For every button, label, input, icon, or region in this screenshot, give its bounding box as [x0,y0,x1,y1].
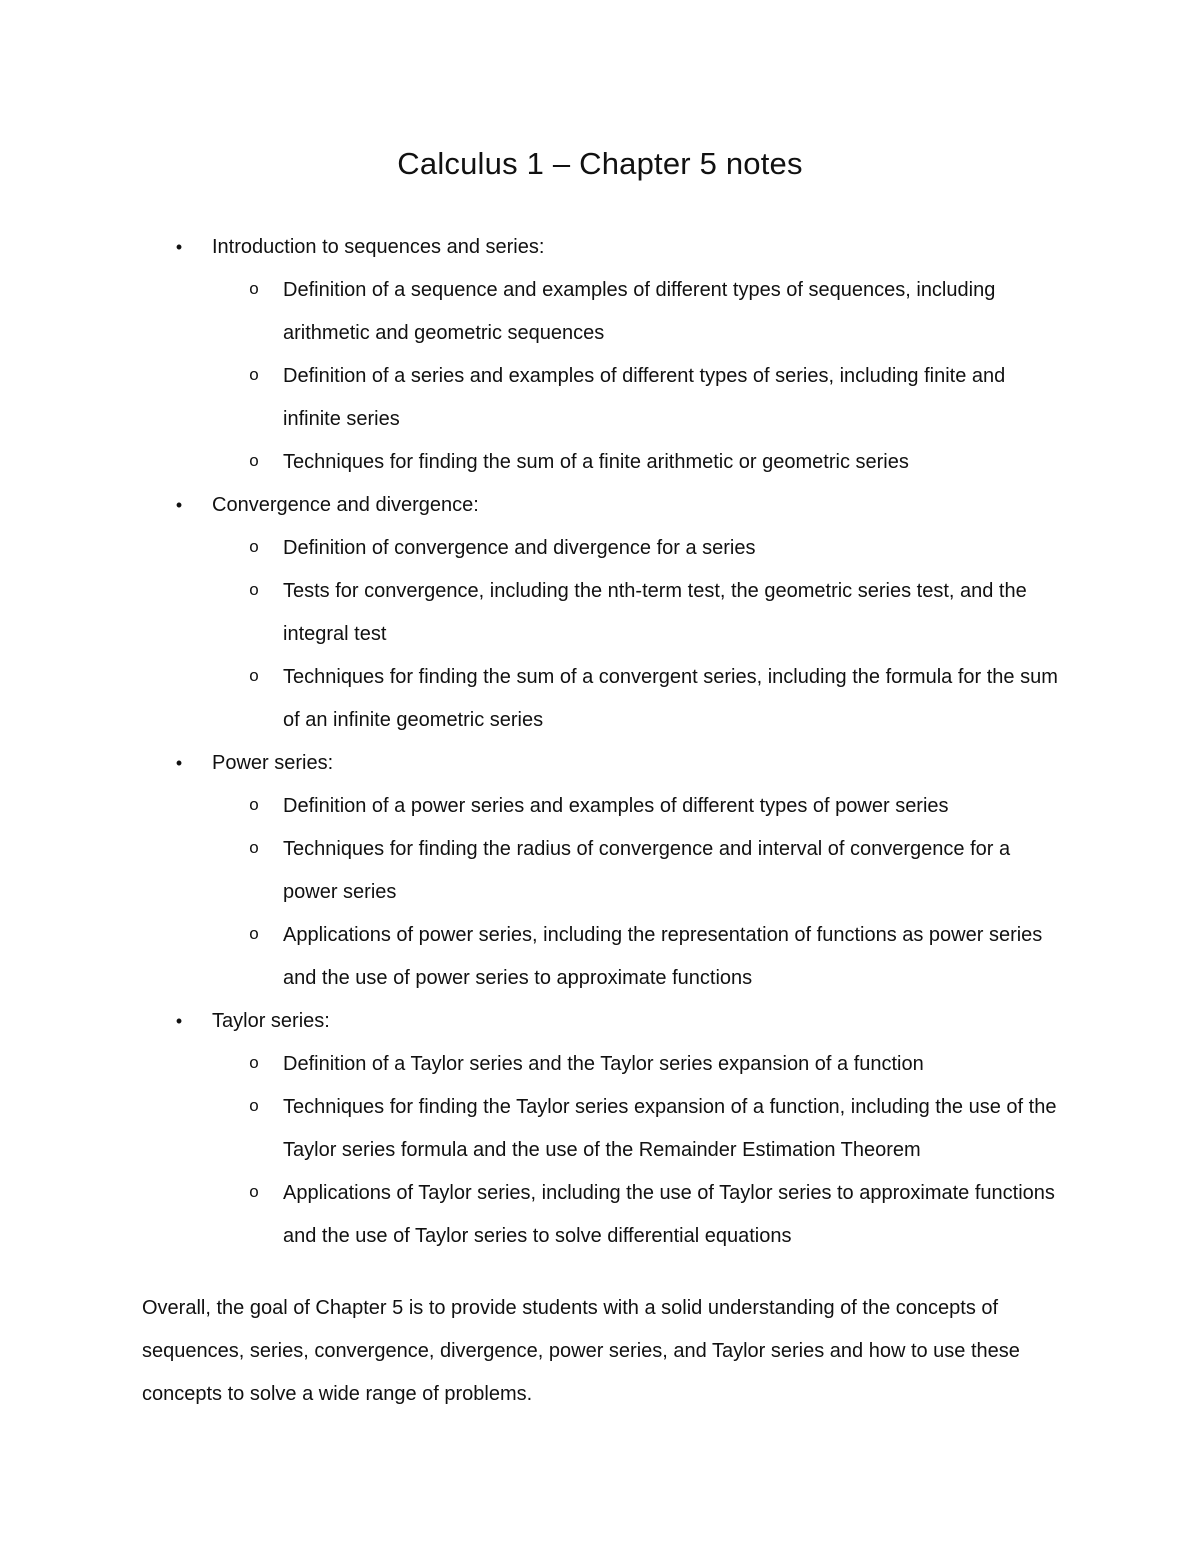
notes-outline [0,226,1200,1258]
section-items [0,785,1200,1000]
sub-bullet-icon: o [248,840,260,859]
list-item [0,441,1200,484]
sub-bullet-icon: o [248,1055,260,1074]
section-items [0,1043,1200,1258]
list-item [0,1172,1200,1258]
bullet-icon: • [175,237,183,257]
section-taylor-series [0,1000,1200,1258]
list-item-text: Definition of a power series and examples of different types of power series [283,795,949,817]
list-item-text: Applications of power series, including the representation of functions as power series and the use of power series to approximate functions [283,924,1043,989]
list-item [0,1043,1200,1086]
sub-bullet-icon: o [248,539,260,558]
list-item [0,656,1200,742]
section-power-series [0,742,1200,1000]
section-introduction [0,226,1200,484]
list-item-text: Definition of a series and examples of different types of series, including finite and infinite series [283,365,1006,430]
list-item-text: Definition of convergence and divergence for a series [283,537,756,559]
list-item [0,828,1200,914]
list-item [0,527,1200,570]
section-items [0,527,1200,742]
section-heading: Convergence and divergence: [212,494,479,516]
list-item [0,570,1200,656]
section-heading: Taylor series: [212,1010,330,1032]
section-heading: Introduction to sequences and series: [212,236,545,258]
sub-bullet-icon: o [248,367,260,386]
list-item-text: Tests for convergence, including the nth-term test, the geometric series test, and the integral test [283,580,1027,645]
bullet-icon: • [175,753,183,773]
section-heading: Power series: [212,752,334,774]
list-item [0,1086,1200,1172]
list-item [0,269,1200,355]
document-title: Calculus 1 – Chapter 5 notes [397,146,803,181]
sub-bullet-icon: o [248,453,260,472]
sub-bullet-icon: o [248,582,260,601]
sub-bullet-icon: o [248,281,260,300]
list-item-text: Techniques for finding the sum of a convergent series, including the formula for the sum of an infinite geometric series [283,666,1058,731]
sub-bullet-icon: o [248,1184,260,1203]
sub-bullet-icon: o [248,1098,260,1117]
list-item-text: Definition of a sequence and examples of different types of sequences, including arithmetic and geometric sequences [283,279,996,344]
list-item [0,355,1200,441]
list-item-text: Techniques for finding the radius of convergence and interval of convergence for a power series [283,838,1011,903]
bullet-icon: • [175,1011,183,1031]
list-item-text: Definition of a Taylor series and the Taylor series expansion of a function [283,1053,924,1075]
section-convergence [0,484,1200,742]
list-item-text: Techniques for finding the sum of a finite arithmetic or geometric series [283,451,909,473]
bullet-icon: • [175,495,183,515]
list-item [0,785,1200,828]
section-items [0,269,1200,484]
sub-bullet-icon: o [248,797,260,816]
list-item-text: Techniques for finding the Taylor series expansion of a function, including the use of the Taylor series formula and the use of the Remainder Estimation Theorem [283,1096,1057,1161]
sub-bullet-icon: o [248,926,260,945]
list-item-text: Applications of Taylor series, including the use of Taylor series to approximate functions and the use of Taylor series to solve differential equations [283,1182,1055,1247]
list-item [0,914,1200,1000]
summary-paragraph: Overall, the goal of Chapter 5 is to provide students with a solid understanding of the concepts of sequences, series, convergence, divergence, power series, and Taylor series and how to use these concepts to solve a wide range of problems. [142,1297,1020,1405]
sub-bullet-icon: o [248,668,260,687]
